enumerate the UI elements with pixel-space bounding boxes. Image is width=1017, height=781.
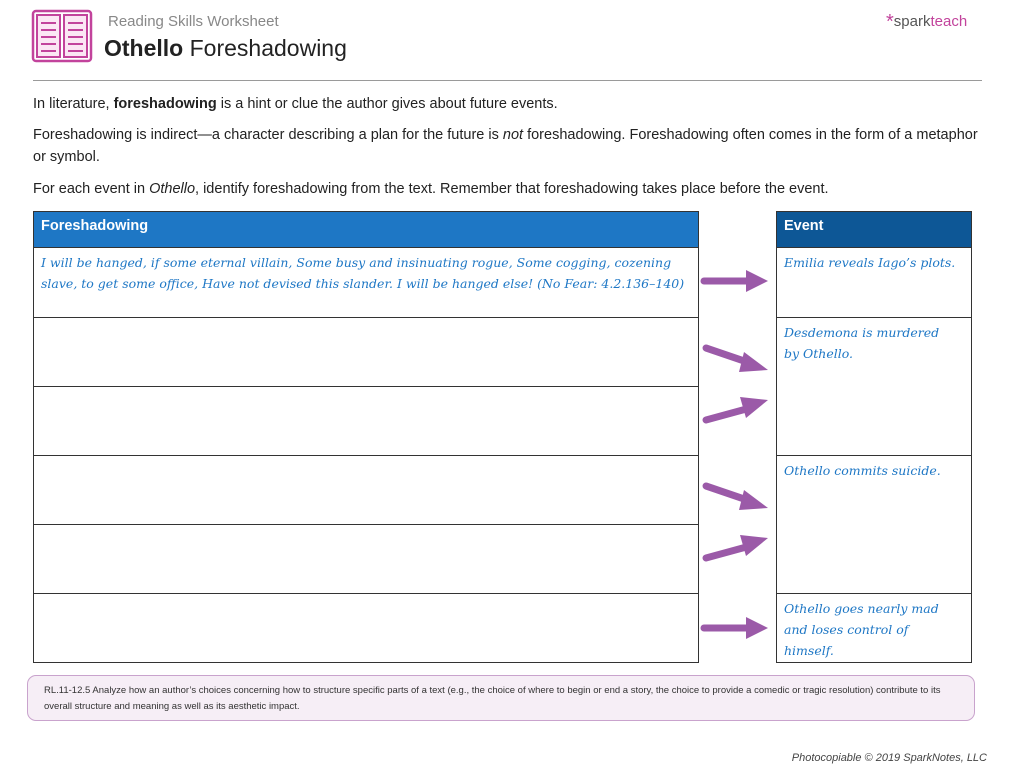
worksheet-subtitle: Reading Skills Worksheet — [108, 13, 279, 30]
foreshadowing-row[interactable] — [34, 247, 698, 317]
event-text: Emilia reveals Iago’s plots. — [784, 255, 956, 270]
foreshadowing-row[interactable] — [34, 386, 698, 455]
foreshadowing-row[interactable] — [34, 455, 698, 524]
foreshadowing-cell — [34, 525, 698, 533]
event-cell — [777, 593, 971, 661]
arrow-right-icon — [700, 267, 772, 295]
event-text: Othello commits suicide. — [784, 463, 941, 478]
foreshadowing-table — [33, 211, 699, 663]
intro-paragraph-2 — [33, 124, 978, 168]
event-cell — [777, 247, 971, 317]
foreshadowing-cell — [34, 318, 698, 326]
p2-text-after: foreshadowing. Foreshadowing often comes in the form of a metaphor or symbol. — [33, 127, 978, 165]
p3-text: For each event in — [33, 181, 150, 197]
intro-paragraph-1 — [33, 93, 978, 115]
p1-text: In literature, — [33, 96, 114, 112]
standard-note: RL.11-12.5 Analyze how an author’s choices concerning how to structure specific parts of a text (e.g., the choice of where to begin or end a story, the choice to provide a comedic or tragic resolution) contribute to its overall structure and meaning as well as its aesthetic impact. — [27, 675, 975, 721]
p1-bold: foreshadowing — [113, 96, 217, 112]
title-bold: Othello — [104, 35, 184, 61]
event-cell — [777, 455, 971, 593]
brand-spark: spark — [893, 13, 931, 30]
header-divider — [33, 80, 982, 81]
p1-text-after: is a hint or clue the author gives about future events. — [216, 96, 558, 112]
foreshadowing-cell — [34, 456, 698, 464]
copyright-footer: Photocopiable © 2019 SparkNotes, LLC — [791, 752, 987, 764]
foreshadowing-row[interactable] — [34, 593, 698, 661]
arrow-right-icon — [700, 392, 772, 432]
event-header: Event — [777, 212, 971, 247]
foreshadowing-quote: I will be hanged, if some eternal villain, Some busy and insinuating rogue, Some cogging, cozening slave, to get some office, Have not devised this slander. I will be hanged else! (No Fear: 4.2.136–140) — [41, 255, 685, 291]
event-cell — [777, 317, 971, 455]
arrow-right-icon — [700, 338, 772, 378]
p2-italic: not — [502, 127, 524, 143]
arrow-right-icon — [700, 614, 772, 642]
foreshadowing-header: Foreshadowing — [34, 212, 698, 247]
foreshadowing-row[interactable] — [34, 317, 698, 386]
arrow-right-icon — [700, 476, 772, 516]
event-text: Othello goes nearly mad and loses control of himself. — [784, 601, 939, 658]
event-table — [776, 211, 972, 663]
brand-logo — [886, 9, 967, 32]
foreshadowing-cell — [34, 594, 698, 602]
intro-paragraph-3 — [33, 178, 978, 200]
foreshadowing-cell — [34, 387, 698, 395]
p3-italic: Othello — [149, 181, 196, 197]
p2-text: Foreshadowing is indirect—a character describing a plan for the future is — [33, 127, 503, 143]
book-icon — [31, 8, 93, 64]
brand-star: * — [886, 11, 894, 33]
arrow-right-icon — [700, 530, 772, 570]
brand-teach: teach — [930, 13, 968, 30]
title-rest: Foreshadowing — [183, 35, 347, 61]
event-text: Desdemona is murdered by Othello. — [784, 325, 940, 361]
foreshadowing-row[interactable] — [34, 524, 698, 593]
page-title — [104, 35, 347, 62]
p3-text-after: , identify foreshadowing from the text. Remember that foreshadowing takes place before the event. — [195, 181, 829, 197]
